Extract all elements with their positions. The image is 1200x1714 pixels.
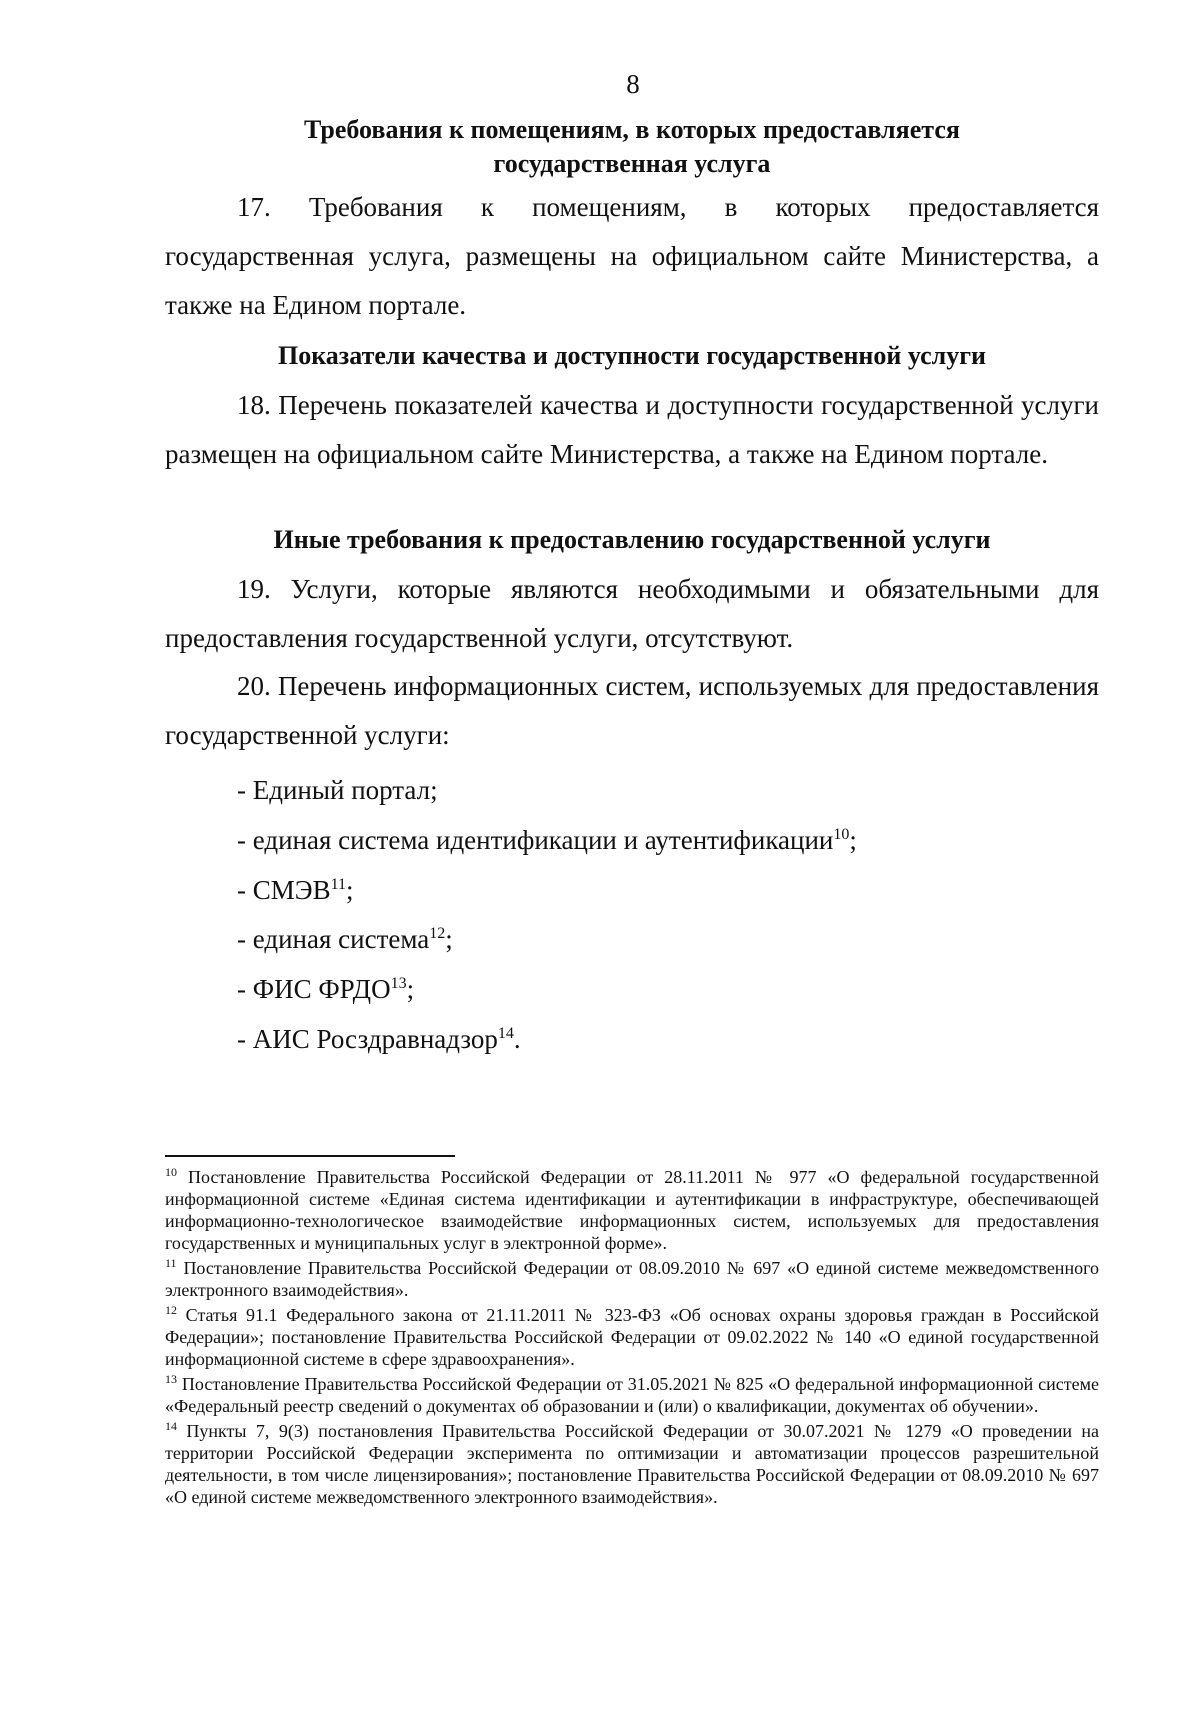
footnote-text: Постановление Правительства Российской Федерации от 31.05.2021 № 825 «О федеральной информационной системе «Федеральный реестр сведений о документах об образовании и (или) о квалификации, документах об обучении». (165, 1374, 1099, 1416)
paragraph-20: 20. Перечень информационных систем, используемых для предоставления государственной услуги: (165, 671, 1099, 750)
section-heading-other (165, 523, 1099, 557)
list-item-text: - ФИС ФРДО (237, 974, 391, 1004)
paragraph-18: 18. Перечень показателей качества и доступности государственной услуги размещен на официальном сайте Министерства, а также на Едином портале. (165, 390, 1099, 469)
footnote-text: Постановление Правительства Российской Федерации от 08.09.2010 № 697 «О единой системе межведомственного электронного взаимодействия». (165, 1258, 1100, 1300)
footnote-11 (165, 1257, 1099, 1301)
footnotes (165, 1166, 1099, 1511)
list-item-esia (237, 824, 857, 856)
footnote-ref: 13 (390, 975, 407, 992)
footnote-separator (165, 1155, 455, 1157)
list-item-text: - Единый портал; (237, 775, 438, 805)
footnote-ref: 10 (833, 826, 850, 843)
footnote-text: Статья 91.1 Федерального закона от 21.11.2011 № 323-ФЗ «Об основах охраны здоровья граждан в Российской Федерации»; постановление Правительства Российской Федерации от 09.02.2022 № 140 «О единой государственной информационной системе в сфере здравоохранения». (165, 1305, 1100, 1369)
footnote-ref: 12 (429, 925, 446, 942)
list-item-tail: ; (346, 875, 354, 905)
list-item-tail: . (513, 1024, 521, 1054)
section-heading-premises (165, 113, 1099, 181)
footnote-number: 10 (165, 1165, 177, 1179)
paragraph-17: 17. Требования к помещениям, в которых предоставляется государственная услуга, размещены на официальном сайте Министерства, а также на Едином портале. (165, 192, 1099, 320)
footnote-text: Пункты 7, 9(3) постановления Правительства Российской Федерации от 30.07.2021 № 1279 «О проведении на территории Российской Федерации эксперимента по оптимизации и автоматизации процессов разрешительной деятельности, в том числе лицензирования»; постановление Правительства Российской Федерации от 08.09.2010 № 697 «О единой системе межведомственного электронного взаимодействия». (165, 1421, 1100, 1507)
footnote-ref: 11 (330, 876, 346, 893)
list-item-ais-roszdravnadzor (237, 1023, 521, 1055)
heading-line: Показатели качества и доступности государственной услуги (277, 341, 987, 370)
list-item-text: - АИС Росздравнадзор (237, 1024, 498, 1054)
footnote-number: 13 (165, 1372, 177, 1386)
list-item-text: - единая система идентификации и аутентификации (237, 825, 834, 855)
footnote-14 (165, 1420, 1099, 1508)
list-item-fis-frdo (237, 973, 414, 1005)
footnote-number: 12 (165, 1303, 177, 1317)
page-number: 8 (626, 69, 640, 99)
footnote-text: Постановление Правительства Российской Федерации от 28.11.2011 № 977 «О федеральной государственной информационной системе «Единая система идентификации и аутентификации в инфраструктуре, обеспечивающей информационно-технологическое взаимодействие информационных систем, используемых для предоставления государственных и муниципальных услуг в электронной форме». (165, 1167, 1099, 1253)
heading-line: государственная услуга (493, 149, 771, 178)
list-item-smev (237, 874, 354, 906)
list-item-text: - СМЭВ (237, 875, 331, 905)
heading-line: Иные требования к предоставлению государственной услуги (273, 525, 991, 554)
list-item-tail: ; (849, 825, 857, 855)
list-item-tail: ; (445, 924, 453, 954)
section-heading-quality (165, 339, 1099, 373)
footnote-number: 11 (165, 1256, 177, 1270)
paragraph-19: 19. Услуги, которые являются необходимыми и обязательными для предоставления государственной услуги, отсутствуют. (165, 574, 1099, 653)
list-item-unified-system (237, 923, 453, 955)
list-item-tail: ; (406, 974, 415, 1004)
footnote-ref: 14 (497, 1025, 514, 1042)
list-item-text: - единая система (237, 924, 430, 954)
footnote-number: 14 (165, 1419, 177, 1433)
footnote-12 (165, 1304, 1099, 1370)
list-item-portal (237, 774, 438, 806)
footnote-13 (165, 1373, 1099, 1417)
heading-line: Требования к помещениям, в которых предоставляется (304, 115, 960, 144)
footnote-10 (165, 1166, 1099, 1254)
